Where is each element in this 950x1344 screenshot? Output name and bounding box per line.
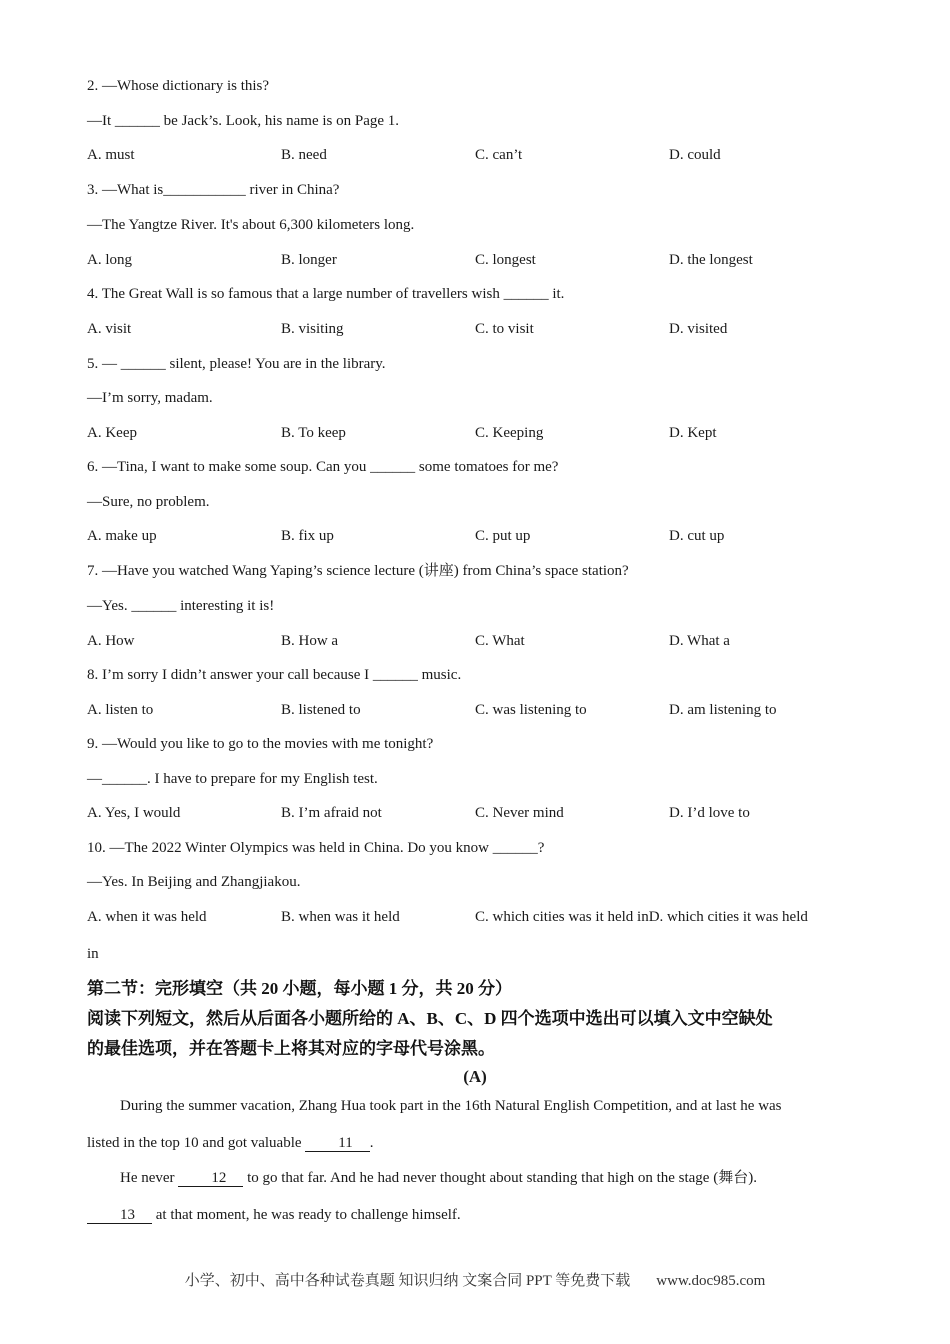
blank-13: 13 xyxy=(87,1208,152,1224)
option-c: C. to visit xyxy=(475,321,534,337)
passage-text: listed in the top 10 and got valuable xyxy=(87,1135,306,1151)
question-2-options xyxy=(87,145,887,165)
option-d: D. am listening to xyxy=(669,702,777,718)
question-9-stem: 9. —Would you like to go to the movies with me tonight? xyxy=(87,736,434,752)
passage-paragraph-2 xyxy=(120,1168,757,1188)
page-footer xyxy=(0,1269,950,1290)
option-d: D. visited xyxy=(669,321,728,337)
passage-text: He never xyxy=(120,1170,179,1186)
option-a: A. Yes, I would xyxy=(87,805,181,821)
question-2-stem: 2. —Whose dictionary is this? xyxy=(87,78,270,94)
question-6-stem: 6. —Tina, I want to make some soup. Can you ______ some tomatoes for me? xyxy=(87,459,559,475)
option-c-d: C. which cities was it held inD. which cities it was held xyxy=(475,909,808,925)
option-d: D. I’d love to xyxy=(669,805,750,821)
option-d: D. could xyxy=(669,147,721,163)
section-instruction-cont: 的最佳选项，并在答题卡上将其对应的字母代号涂黑。 xyxy=(87,1039,495,1058)
passage-paragraph-1-cont xyxy=(87,1133,374,1153)
option-a: A. must xyxy=(87,147,135,163)
question-10-stem: 10. —The 2022 Winter Olympics was held in China. Do you know ______? xyxy=(87,840,545,856)
passage-text: to go that far. And he had never thought about standing that high on the stage (舞台). xyxy=(243,1170,757,1186)
option-a: A. long xyxy=(87,252,132,268)
option-b: B. longer xyxy=(281,252,337,268)
question-3-line2: —The Yangtze River. It's about 6,300 kilometers long. xyxy=(87,217,415,233)
question-2-line2: —It ______ be Jack’s. Look, his name is on Page 1. xyxy=(87,113,400,129)
option-d: D. the longest xyxy=(669,252,753,268)
passage-text: at that moment, he was ready to challenge himself. xyxy=(152,1207,461,1223)
option-d: D. What a xyxy=(669,633,730,649)
footer-text: 小学、初中、高中各种试卷真题 知识归纳 文案合同 PPT 等免费下载 xyxy=(184,1273,631,1289)
option-a: A. listen to xyxy=(87,702,154,718)
option-b: B. How a xyxy=(281,633,339,649)
passage-paragraph-1: During the summer vacation, Zhang Hua took part in the 16th Natural English Competition, and at last he was xyxy=(120,1098,782,1114)
option-b: B. need xyxy=(281,147,327,163)
question-9-line2: —______. I have to prepare for my English test. xyxy=(87,771,378,787)
option-c: C. Keeping xyxy=(475,425,544,441)
option-b: B. listened to xyxy=(281,702,361,718)
passage-paragraph-2-cont xyxy=(87,1205,461,1225)
option-a: A. make up xyxy=(87,528,157,544)
question-6-options xyxy=(87,526,887,546)
option-b: B. when was it held xyxy=(281,909,400,925)
question-10-option-overflow: in xyxy=(87,946,99,962)
option-c: C. longest xyxy=(475,252,536,268)
question-9-options xyxy=(87,803,887,823)
question-6-line2: —Sure, no problem. xyxy=(87,494,210,510)
question-5-stem: 5. — ______ silent, please! You are in the library. xyxy=(87,356,386,372)
question-3-stem: 3. —What is___________ river in China? xyxy=(87,182,340,198)
option-b: B. fix up xyxy=(281,528,334,544)
option-c: C. put up xyxy=(475,528,531,544)
question-3-options xyxy=(87,250,887,270)
option-a: A. when it was held xyxy=(87,909,207,925)
passage-text: . xyxy=(369,1135,374,1151)
question-10-line2: —Yes. In Beijing and Zhangjiakou. xyxy=(87,874,301,890)
passage-label: (A) xyxy=(463,1067,487,1086)
section-title: 第二节：完形填空（共 20 小题，每小题 1 分，共 20 分） xyxy=(87,979,512,998)
section-instruction: 阅读下列短文，然后从后面各小题所给的 A、B、C、D 四个选项中选出可以填入文中空缺处 xyxy=(87,1009,773,1028)
question-8-options xyxy=(87,700,887,720)
option-a: A. How xyxy=(87,633,135,649)
blank-11: 11 xyxy=(305,1136,369,1152)
question-5-options xyxy=(87,423,887,443)
question-10-options xyxy=(87,907,887,927)
option-c: C. Never mind xyxy=(475,805,564,821)
question-8-stem: 8. I’m sorry I didn’t answer your call because I ______ music. xyxy=(87,667,462,683)
option-b: B. I’m afraid not xyxy=(281,805,382,821)
option-a: A. visit xyxy=(87,321,132,337)
option-d: D. cut up xyxy=(669,528,725,544)
option-c: C. What xyxy=(475,633,525,649)
question-7-stem: 7. —Have you watched Wang Yaping’s science lecture (讲座) from China’s space station? xyxy=(87,563,629,579)
option-d: D. Kept xyxy=(669,425,717,441)
option-c: C. can’t xyxy=(475,147,523,163)
option-c: C. was listening to xyxy=(475,702,587,718)
question-7-options xyxy=(87,631,887,651)
blank-12: 12 xyxy=(178,1171,243,1187)
footer-url[interactable]: www.doc985.com xyxy=(656,1273,766,1289)
option-a: A. Keep xyxy=(87,425,137,441)
question-4-stem: 4. The Great Wall is so famous that a large number of travellers wish ______ it. xyxy=(87,286,565,302)
option-b: B. visiting xyxy=(281,321,344,337)
option-b: B. To keep xyxy=(281,425,346,441)
question-5-line2: —I’m sorry, madam. xyxy=(87,390,213,406)
question-7-line2: —Yes. ______ interesting it is! xyxy=(87,598,275,614)
question-4-options xyxy=(87,319,887,339)
